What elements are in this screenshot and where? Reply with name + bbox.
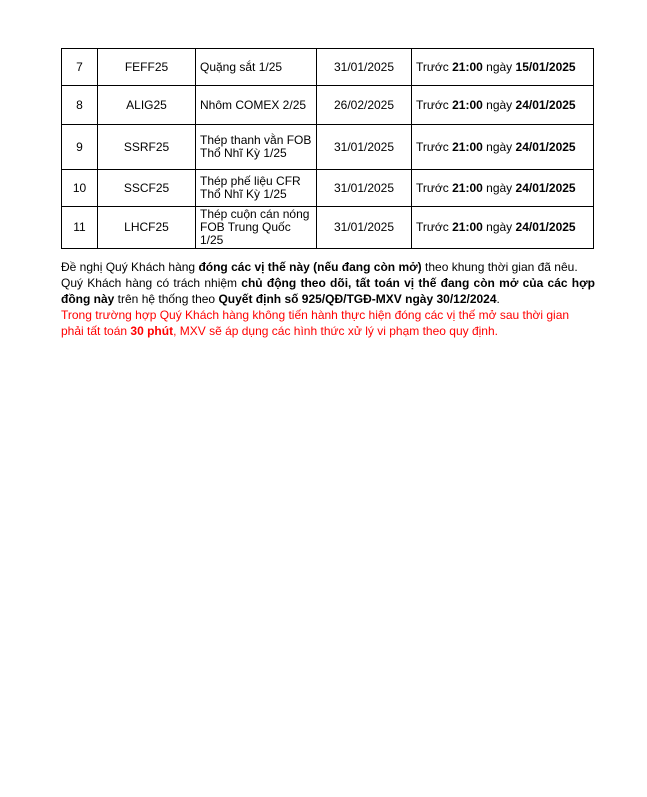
notes-section: [61, 259, 595, 339]
table-row: [62, 49, 594, 86]
close-deadline: Trước 21:00 ngày 24/01/2025: [412, 207, 594, 249]
contract-date: 31/01/2025: [317, 125, 412, 170]
contract-date: 31/01/2025: [317, 49, 412, 86]
contract-code: SSRF25: [98, 125, 196, 170]
table-row: [62, 86, 594, 125]
contract-name: Thép phế liệu CFR Thổ Nhĩ Kỳ 1/25: [196, 170, 317, 207]
contract-code: ALIG25: [98, 86, 196, 125]
contract-code: LHCF25: [98, 207, 196, 249]
table-row: [62, 170, 594, 207]
row-number: 8: [62, 86, 98, 125]
row-number: 11: [62, 207, 98, 249]
contract-name: Thép cuộn cán nóng FOB Trung Quốc 1/25: [196, 207, 317, 249]
close-deadline: Trước 21:00 ngày 24/01/2025: [412, 170, 594, 207]
contracts-table: [61, 48, 594, 249]
contract-date: 31/01/2025: [317, 207, 412, 249]
table-row: [62, 207, 594, 249]
contract-date: 31/01/2025: [317, 170, 412, 207]
close-deadline: Trước 21:00 ngày 24/01/2025: [412, 125, 594, 170]
close-deadline: Trước 21:00 ngày 15/01/2025: [412, 49, 594, 86]
contract-code: FEFF25: [98, 49, 196, 86]
violation-warning: Trong trường hợp Quý Khách hàng không tiến hành thực hiện đóng các vị thế mở sau thời gian phải tất toán 30 phút, MXV sẽ áp dụng các hình thức xử lý vi phạm theo quy định.: [61, 308, 570, 338]
row-number: 10: [62, 170, 98, 207]
row-number: 7: [62, 49, 98, 86]
contract-name: Thép thanh vằn FOB Thổ Nhĩ Kỳ 1/25: [196, 125, 317, 170]
contract-code: SSCF25: [98, 170, 196, 207]
table-row: [62, 125, 594, 170]
close-deadline: Trước 21:00 ngày 24/01/2025: [412, 86, 594, 125]
row-number: 9: [62, 125, 98, 170]
contract-name: Nhôm COMEX 2/25: [196, 86, 317, 125]
request-paragraph: Đề nghị Quý Khách hàng đóng các vị thế này (nếu đang còn mở) theo khung thời gian đã nêu.: [61, 260, 578, 274]
responsibility-paragraph: Quý Khách hàng có trách nhiệm chủ động theo dõi, tất toán vị thế đang còn mở của các hợp đồng này trên hệ thống theo Quyết định số 925/QĐ/TGĐ-MXV ngày 30/12/2024.: [61, 276, 595, 306]
contract-date: 26/02/2025: [317, 86, 412, 125]
contract-name: Quặng sắt 1/25: [196, 49, 317, 86]
